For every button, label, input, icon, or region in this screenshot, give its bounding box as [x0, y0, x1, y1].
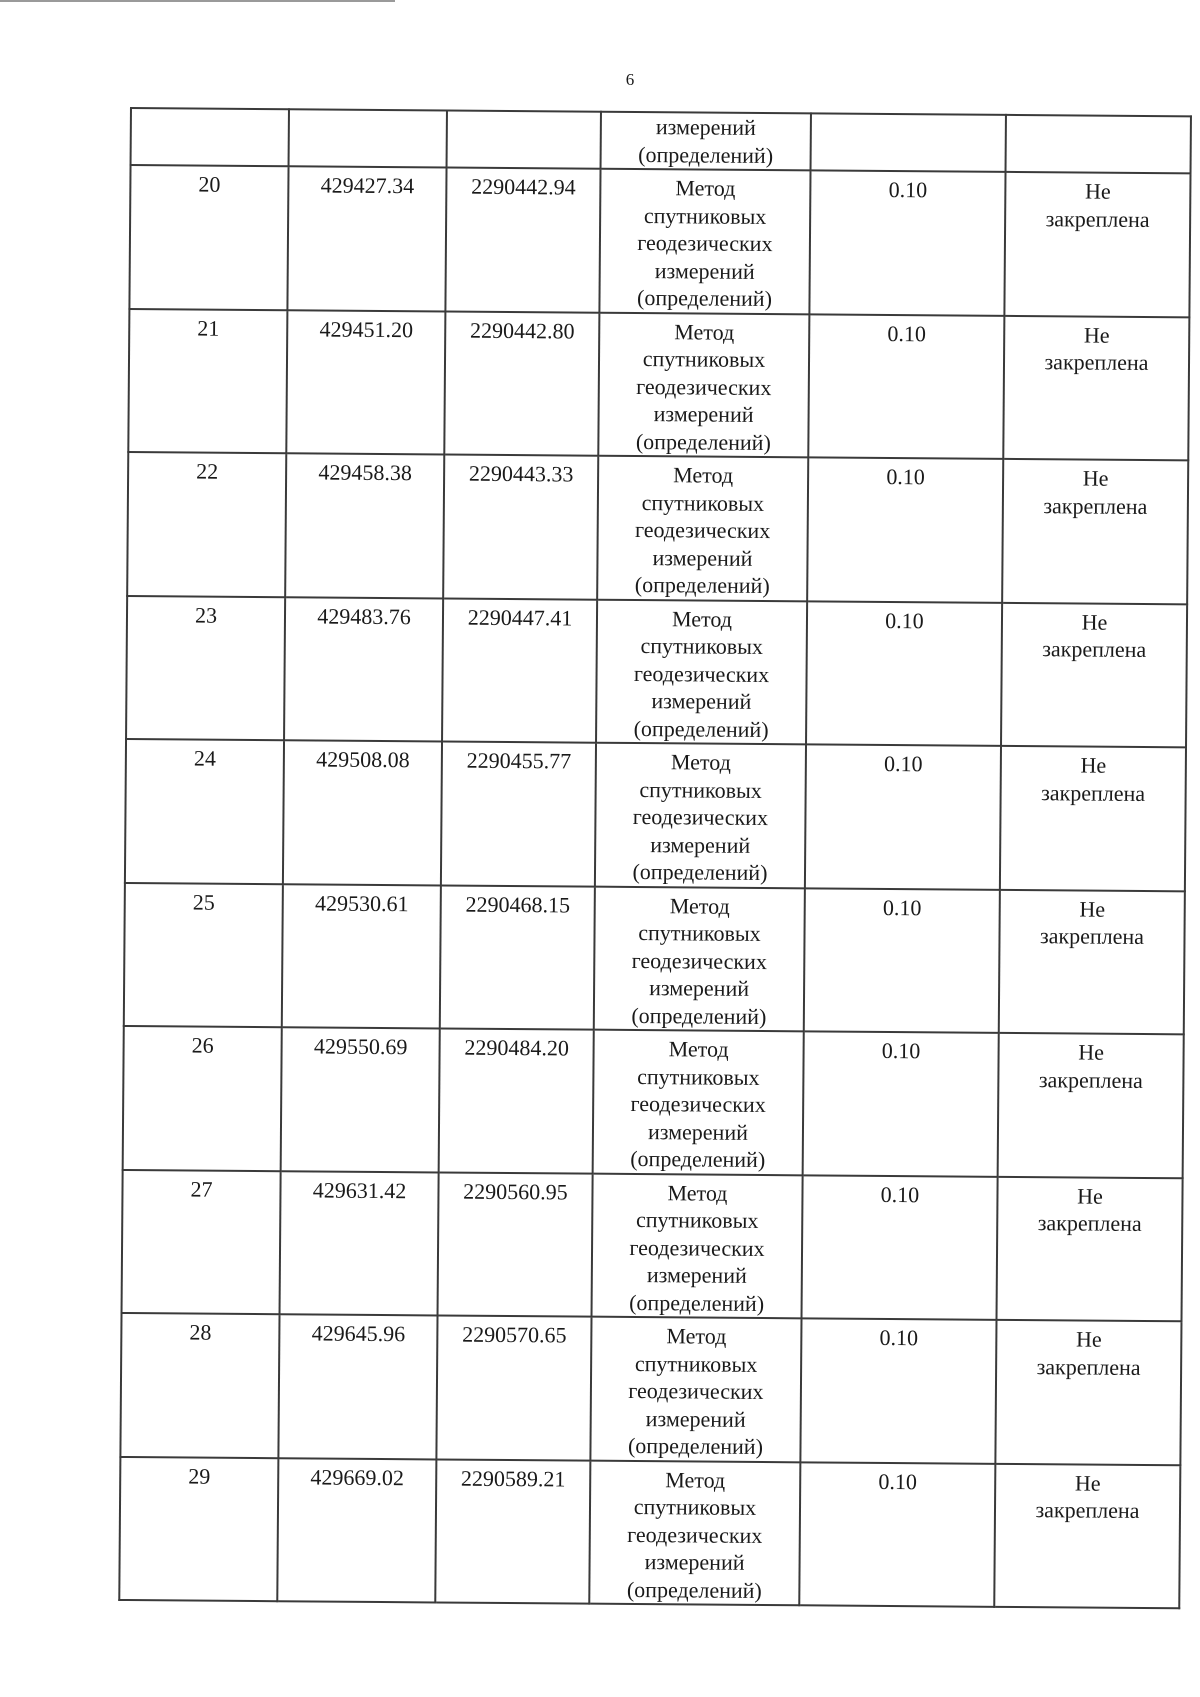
fixation-cell: [994, 1463, 1180, 1608]
method-line: (определений): [631, 1002, 767, 1029]
y-coordinate-cell: 2290484.20: [439, 1028, 594, 1173]
method-line: Метод: [670, 749, 731, 775]
scan-top-rule: [0, 0, 395, 2]
y-coordinate-cell: 2290447.41: [442, 598, 597, 743]
accuracy-cell: 0.10: [809, 170, 1005, 315]
method-line: спутниковых: [640, 633, 764, 659]
method-cell: [593, 1030, 804, 1175]
point-number-cell: 20: [129, 165, 288, 310]
point-number-cell: 24: [125, 739, 284, 884]
point-number-cell: 21: [128, 309, 287, 454]
table-row: [119, 1456, 1180, 1608]
fixation-line: Не: [1081, 608, 1108, 635]
method-cell: [598, 312, 809, 457]
method-line: спутниковых: [635, 1207, 759, 1233]
method-line: геодезических: [637, 229, 773, 257]
method-line: геодезических: [635, 516, 771, 544]
method-line: Метод: [674, 318, 735, 345]
fixation-line: Не: [1080, 752, 1107, 778]
continuation-method-line: измерений: [655, 114, 756, 140]
fixation-line: закреплена: [1037, 1210, 1142, 1236]
method-line: геодезических: [628, 1377, 764, 1405]
x-coordinate-cell: 429451.20: [286, 310, 445, 455]
coordinates-table: [118, 107, 1192, 1609]
method-line: Метод: [665, 1466, 726, 1493]
table-row: [123, 1026, 1184, 1178]
method-line: измерений: [646, 1262, 747, 1288]
accuracy-cell: 0.10: [804, 888, 1000, 1033]
point-number-cell: 27: [122, 1169, 281, 1314]
table-row: [120, 1313, 1181, 1465]
method-line: спутниковых: [634, 1350, 758, 1377]
fixation-line: закреплена: [1043, 492, 1148, 519]
fixation-line: закреплена: [1044, 349, 1149, 376]
y-coordinate-cell: 2290589.21: [435, 1459, 590, 1604]
method-line: спутниковых: [633, 1494, 757, 1520]
method-line: (определений): [629, 1289, 765, 1316]
x-coordinate-cell: 429631.42: [280, 1171, 439, 1316]
method-line: спутниковых: [637, 1063, 760, 1090]
fixation-cell: [1003, 315, 1189, 460]
table-row: [126, 595, 1187, 747]
fixation-line: Не: [1079, 895, 1106, 922]
accuracy-cell: 0.10: [802, 1175, 998, 1320]
fixation-line: закреплена: [1038, 1066, 1143, 1093]
method-cell: [599, 169, 810, 314]
fixation-line: Не: [1083, 321, 1110, 348]
point-number-cell: 23: [126, 595, 285, 740]
table-row: [124, 882, 1185, 1034]
method-line: (определений): [632, 858, 768, 886]
fixation-cell: [1001, 602, 1187, 747]
method-line: (определений): [630, 1145, 766, 1173]
fixation-cell: [999, 889, 1185, 1034]
x-coordinate-cell: 429645.96: [278, 1314, 437, 1459]
method-line: измерений: [644, 1549, 745, 1575]
method-cell: [597, 456, 808, 601]
y-coordinate-cell: 2290443.33: [443, 454, 598, 599]
continuation-row: [131, 108, 1191, 173]
x-coordinate-cell: 429508.08: [283, 740, 442, 885]
continuation-cell-x: [289, 109, 447, 167]
method-cell: [589, 1460, 800, 1605]
fixation-cell: [1002, 459, 1188, 604]
method-cell: [590, 1317, 801, 1462]
method-line: Метод: [666, 1323, 727, 1349]
fixation-line: закреплена: [1042, 636, 1147, 662]
fixation-line: Не: [1078, 1039, 1105, 1065]
method-line: измерений: [652, 544, 753, 571]
method-line: (определений): [627, 1432, 764, 1460]
method-line: геодезических: [632, 803, 769, 831]
y-coordinate-cell: 2290468.15: [440, 885, 595, 1030]
fixation-line: закреплена: [1041, 779, 1146, 806]
method-line: Метод: [668, 1036, 729, 1062]
method-line: геодезических: [627, 1521, 763, 1548]
fixation-cell: [995, 1320, 1181, 1465]
fixation-cell: [1004, 172, 1190, 317]
method-line: спутниковых: [639, 776, 762, 803]
method-cell: [592, 1173, 803, 1318]
method-line: измерений: [649, 975, 750, 1001]
table-row: [129, 165, 1190, 317]
accuracy-cell: 0.10: [807, 457, 1003, 602]
coordinates-table-body: [119, 108, 1191, 1608]
fixation-line: Не: [1074, 1469, 1101, 1496]
table-row: [122, 1169, 1183, 1321]
method-line: спутниковых: [643, 202, 767, 229]
method-line: геодезических: [629, 1234, 765, 1261]
method-line: измерений: [653, 401, 754, 427]
fixation-line: Не: [1077, 1182, 1103, 1209]
fixation-line: закреплена: [1035, 1497, 1140, 1523]
method-line: Метод: [667, 1179, 728, 1206]
continuation-cell-num: [131, 108, 289, 166]
fixation-line: закреплена: [1036, 1353, 1141, 1380]
fixation-line: закреплена: [1039, 923, 1145, 949]
table-row: [125, 739, 1186, 891]
accuracy-cell: 0.10: [803, 1031, 999, 1176]
method-line: спутниковых: [638, 920, 761, 946]
fixation-line: закреплена: [1045, 205, 1150, 232]
accuracy-cell: 0.10: [806, 601, 1002, 746]
y-coordinate-cell: 2290442.80: [444, 311, 599, 456]
fixation-cell: [998, 1033, 1184, 1178]
y-coordinate-cell: 2290570.65: [436, 1315, 591, 1460]
method-line: Метод: [675, 175, 736, 201]
continuation-cell-y: [447, 110, 601, 168]
method-line: измерений: [651, 688, 752, 714]
point-number-cell: 28: [120, 1313, 279, 1458]
x-coordinate-cell: 429458.38: [285, 453, 444, 598]
x-coordinate-cell: 429427.34: [287, 166, 446, 311]
y-coordinate-cell: 2290455.77: [441, 741, 596, 886]
point-number-cell: 26: [123, 1026, 282, 1171]
method-cell: [594, 886, 805, 1031]
continuation-method-line: (определений): [638, 141, 774, 168]
point-number-cell: 29: [119, 1456, 278, 1601]
method-line: Метод: [669, 892, 730, 919]
x-coordinate-cell: 429483.76: [284, 597, 443, 742]
method-line: (определений): [633, 715, 769, 742]
x-coordinate-cell: 429530.61: [282, 884, 441, 1029]
table-row: [128, 309, 1189, 461]
method-line: Метод: [673, 462, 734, 488]
method-line: измерений: [654, 257, 755, 284]
method-line: спутниковых: [641, 489, 765, 516]
method-cell: [595, 743, 806, 888]
fixation-line: Не: [1082, 465, 1109, 491]
method-line: измерений: [650, 831, 751, 858]
x-coordinate-cell: 429669.02: [277, 1458, 436, 1603]
table-row: [127, 452, 1188, 604]
method-line: Метод: [671, 605, 733, 632]
continuation-cell-accuracy: [811, 113, 1006, 172]
method-line: (определений): [635, 428, 771, 455]
method-line: измерений: [647, 1118, 749, 1145]
continuation-cell-method: [601, 112, 811, 171]
method-line: (определений): [626, 1576, 762, 1603]
method-cell: [596, 599, 807, 744]
method-line: (определений): [634, 571, 770, 599]
coordinates-table-wrapper: [118, 107, 1150, 1609]
fixation-line: Не: [1075, 1326, 1102, 1352]
method-line: геодезических: [636, 373, 772, 400]
x-coordinate-cell: 429550.69: [281, 1027, 440, 1172]
fixation-line: Не: [1084, 178, 1111, 204]
method-line: спутниковых: [642, 346, 766, 372]
accuracy-cell: 0.10: [799, 1462, 995, 1607]
point-number-cell: 22: [127, 452, 286, 597]
method-line: геодезических: [631, 947, 767, 974]
point-number-cell: 25: [124, 882, 283, 1027]
accuracy-cell: 0.10: [800, 1318, 996, 1463]
y-coordinate-cell: 2290442.94: [445, 167, 600, 312]
continuation-cell-fixation: [1006, 115, 1191, 173]
method-line: (определений): [636, 284, 773, 312]
method-line: геодезических: [630, 1090, 766, 1118]
fixation-cell: [1000, 746, 1186, 891]
fixation-cell: [997, 1176, 1183, 1321]
method-line: измерений: [645, 1405, 746, 1432]
accuracy-cell: 0.10: [808, 314, 1004, 459]
y-coordinate-cell: 2290560.95: [438, 1172, 593, 1317]
accuracy-cell: 0.10: [805, 744, 1001, 889]
page-number: 6: [625, 70, 635, 89]
method-line: геодезических: [633, 660, 770, 687]
